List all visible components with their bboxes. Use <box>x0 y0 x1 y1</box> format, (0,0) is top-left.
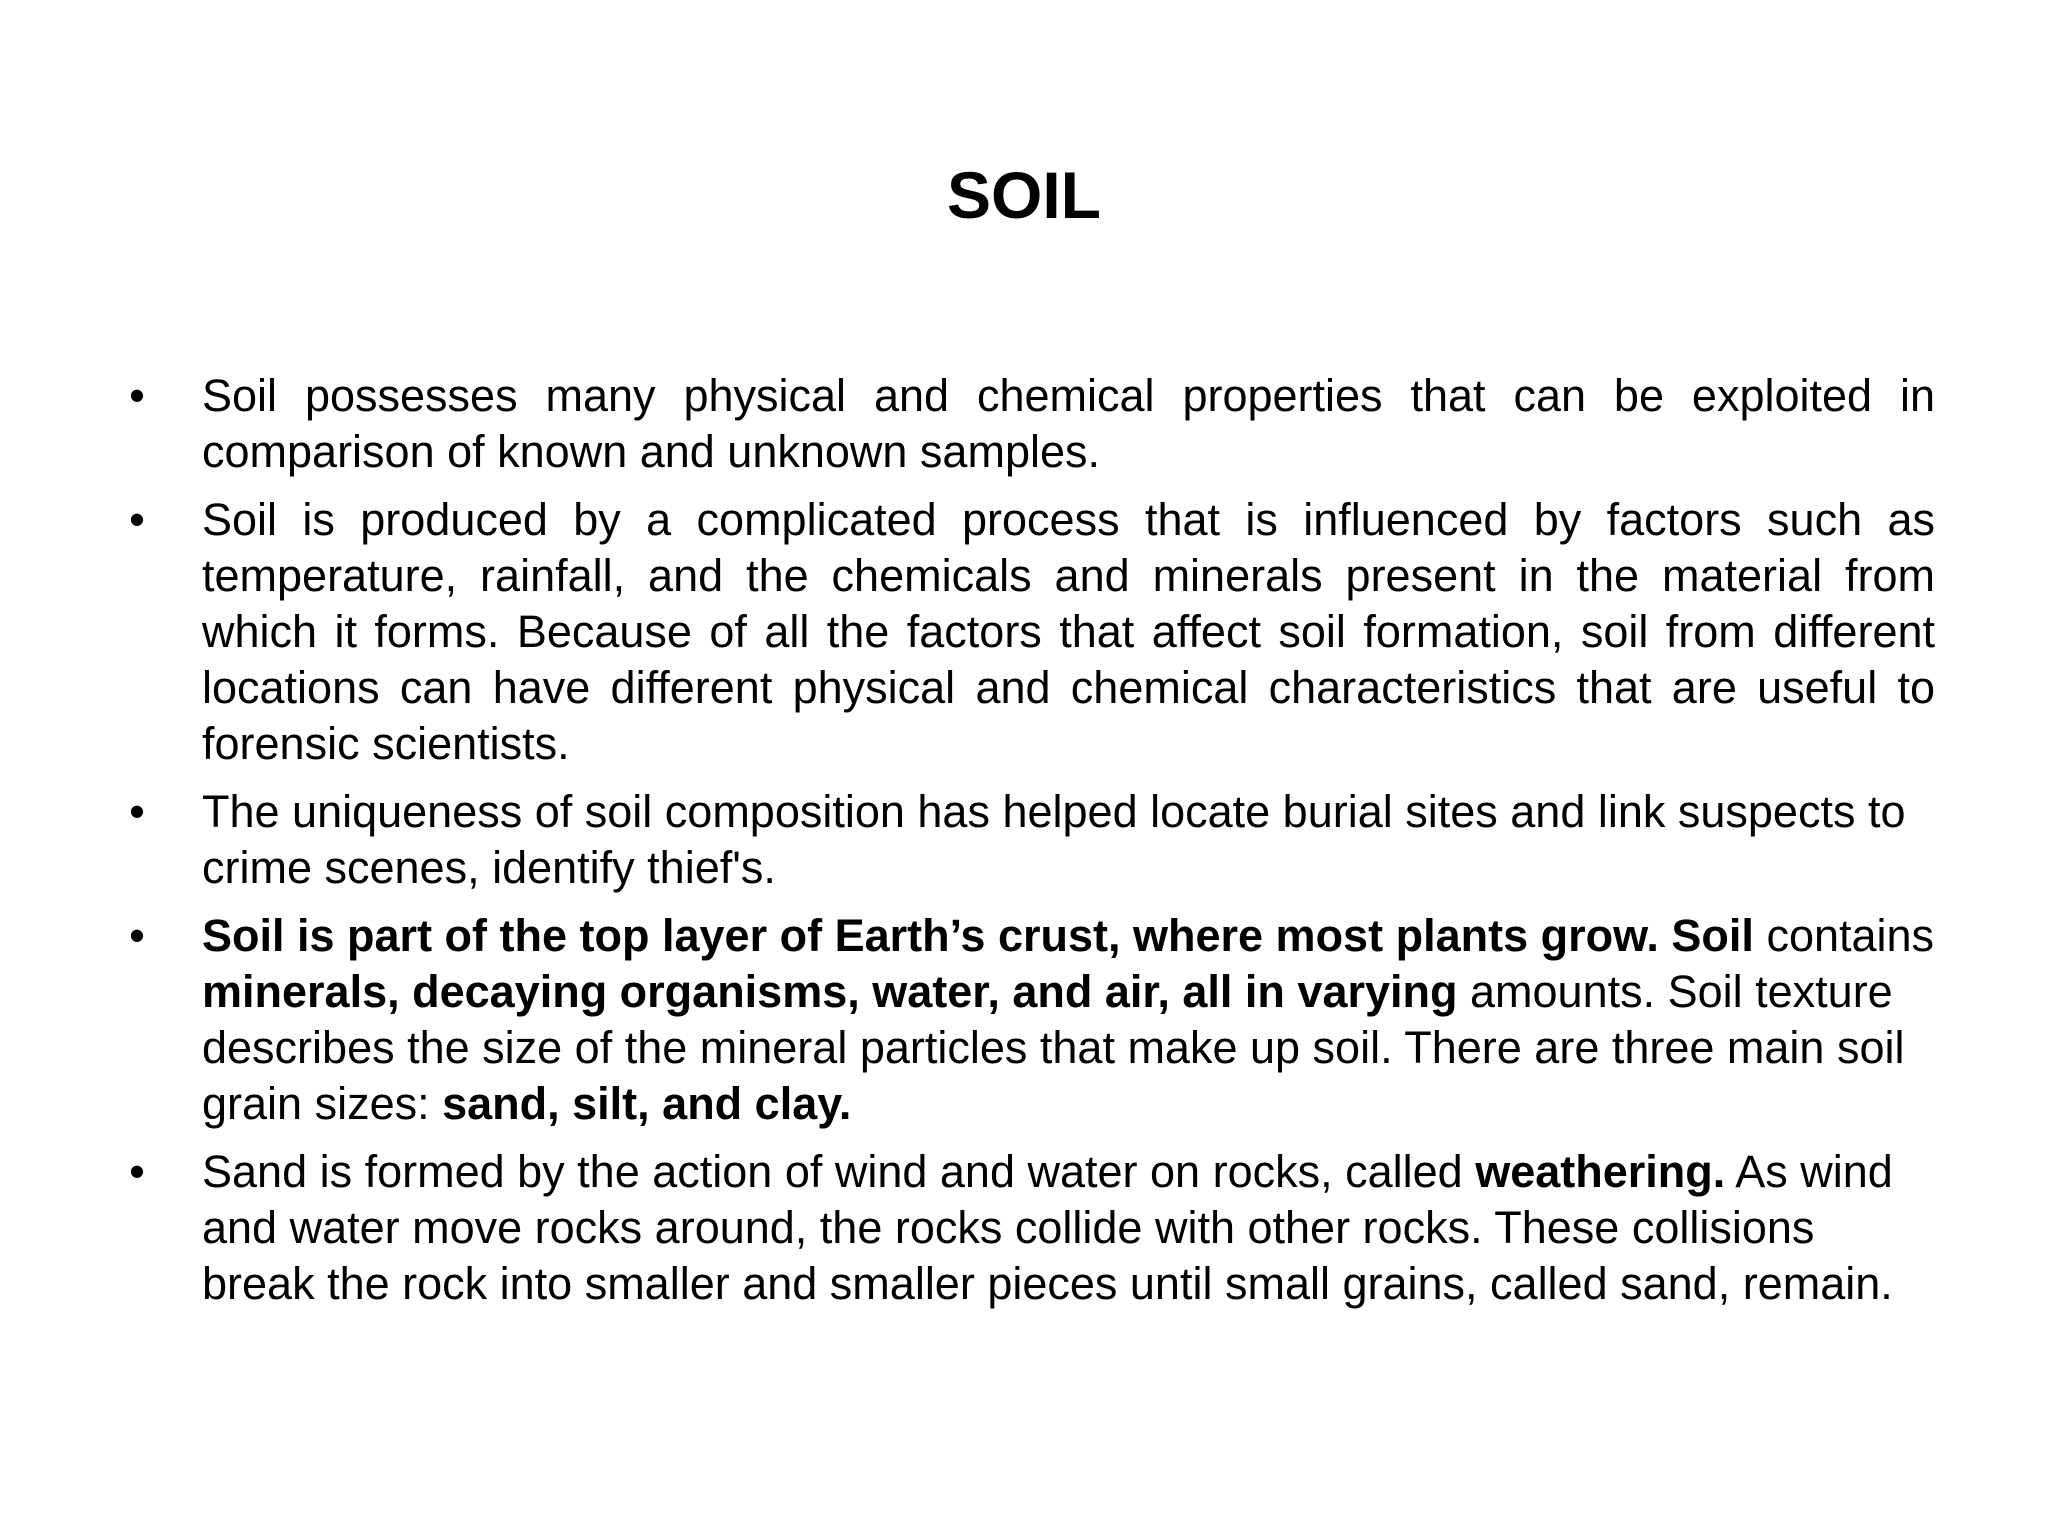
bullet-text-bold-segment: Soil is part of the top layer of Earth’s crust, where most plants grow. Soil <box>202 910 1754 961</box>
bullet-text-segment: Soil possesses many physical and chemical properties that can be exploited in comparison of known and unknown samples. <box>202 370 1935 477</box>
bullet-point-icon: • <box>129 494 145 545</box>
bullet-text-segment: As wind and water move rocks around, the rocks collide with other rocks. These collisions break the rock into smaller and smaller pieces until small grains, called sand, remain. <box>202 1146 1893 1309</box>
bullet-text-segment: amounts. Soil texture describes the size of the mineral particles that make up soil. There are three main soil grain sizes: <box>202 966 1905 1129</box>
bullet-item <box>120 492 1935 772</box>
slide-title: SOIL <box>946 158 1101 232</box>
bullet-item <box>120 784 1935 896</box>
bullet-list <box>120 368 1935 1324</box>
bullet-text-segment: Soil is produced by a complicated process that is influenced by factors such as temperature, rainfall, and the chemicals and minerals present in the material from which it forms. Because of all the factors that affect soil formation, soil from different locations can have different physical and chemical characteristics that are useful to forensic scientists. <box>202 494 1935 769</box>
bullet-point-icon: • <box>129 786 145 837</box>
bullet-text-segment: The uniqueness of soil composition has helped locate burial sites and link suspects to crime scenes, identify thief's. <box>202 786 1906 893</box>
bullet-text-segment: Sand is formed by the action of wind and water on rocks, called <box>202 1146 1476 1197</box>
bullet-item <box>120 368 1935 480</box>
bullet-text <box>202 368 1935 480</box>
bullet-text <box>202 1144 1935 1312</box>
bullet-point-icon: • <box>129 1146 145 1197</box>
bullet-point-icon: • <box>129 910 145 961</box>
bullet-text <box>202 908 1935 1132</box>
bullet-text <box>202 784 1935 896</box>
bullet-text-bold-segment: minerals, decaying organisms, water, and air, all in varying <box>202 966 1458 1017</box>
bullet-item <box>120 1144 1935 1312</box>
bullet-text-bold-segment: weathering. <box>1475 1146 1726 1197</box>
bullet-text <box>202 492 1935 772</box>
bullet-text-bold-segment: sand, silt, and clay. <box>442 1078 852 1129</box>
bullet-item <box>120 908 1935 1132</box>
bullet-point-icon: • <box>129 370 145 421</box>
bullet-text-segment: contains <box>1753 910 1935 961</box>
